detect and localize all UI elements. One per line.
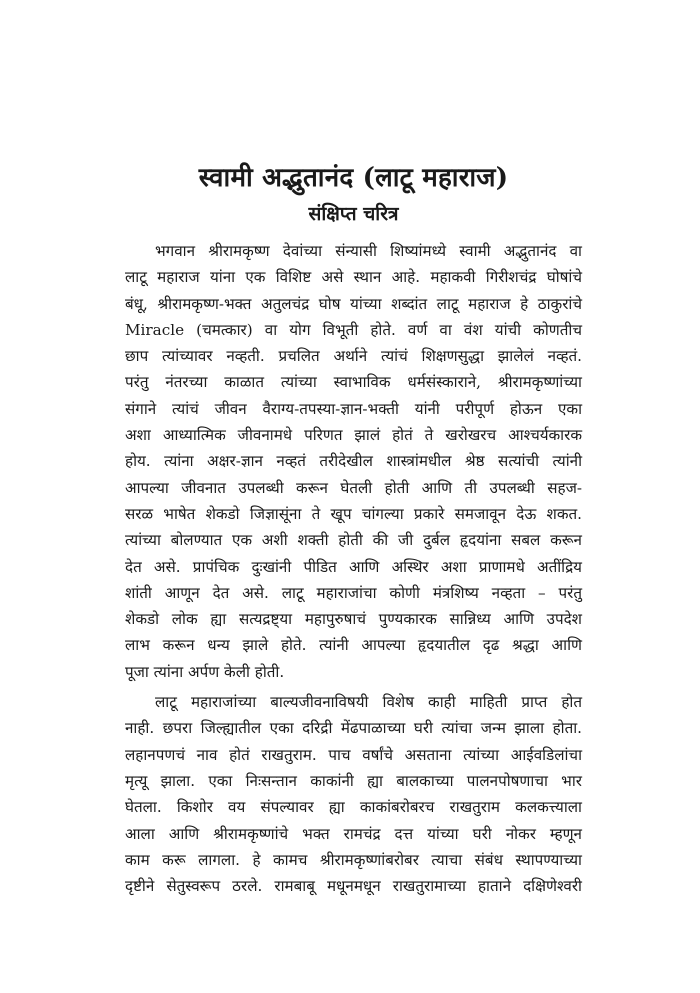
paragraph-line: अशा आध्यात्मिक जीवनामधे परिणत झालं होतं ते खरोखरच आश्चर्यकारक [125, 426, 582, 445]
paragraph-line: भगवान श्रीरामकृष्ण देवांच्या संन्यासी शिष्यांमध्ये स्वामी अद्भुतानंद वा [155, 242, 582, 260]
chapter-title: स्वामी अद्भुतानंद (लाटू महाराज) [198, 163, 509, 193]
body-text [125, 238, 582, 899]
paragraph-line: लहानपणचं नाव होतं राखतुराम. पाच वर्षांचे असताना त्यांच्या आईवडिलांचा [125, 745, 582, 764]
paragraph-line: नाही. छपरा जिल्ह्यातील एका दरिद्री मेंढपाळाच्या घरी त्यांचा जन्म झाला होता. [125, 719, 582, 738]
paragraph-line: देत असे. प्रापंचिक दुःखांनी पीडित आणि अस्थिर अशा प्राणामधे अतींद्रिय [125, 557, 582, 576]
paragraph-line: लाटू महाराज यांना एक विशिष्ट असे स्थान आहे. महाकवी गिरीशचंद्र घोषांचे [125, 268, 582, 287]
paragraph-line: आपल्या जीवनात उपलब्धी करून घेतली होती आणि ती उपलब्धी सहज- [125, 478, 582, 497]
paragraph-line: दृष्टीने सेतुस्वरूप ठरले. रामबाबू मधूनमधून राखतुरामाच्या हाताने दक्षिणेश्वरी [125, 877, 582, 896]
paragraph-line: काम करू लागला. हे कामच श्रीरामकृष्णांबरोबर त्याचा संबंध स्थापण्याच्या [125, 850, 582, 869]
paragraph-line: पूजा त्यांना अर्पण केली होती. [125, 662, 285, 681]
paragraph-line: त्यांच्या बोलण्यात एक अशी शक्ती होती की जी दुर्बल हृदयांना सबल करून [125, 531, 582, 550]
paragraph-1 [125, 238, 582, 685]
paragraph-line: छाप त्यांच्यावर नव्हती. प्रचलित अर्थाने त्यांचं शिक्षणसुद्धा झालेलं नव्हतं. [125, 347, 582, 366]
chapter-subtitle: संक्षिप्त चरित्र [308, 203, 399, 225]
paragraph-line: Miracle (चमत्कार) वा योग विभूती होते. वर्ण वा वंश यांची कोणतीच [125, 320, 582, 339]
paragraph-line: होय. त्यांना अक्षर-ज्ञान नव्हतं तरीदेखील शास्त्रांमधील श्रेष्ठ सत्यांची त्यांनी [125, 452, 582, 471]
paragraph-line: आला आणि श्रीरामकृष्णांचे भक्त रामचंद्र दत्त यांच्या घरी नोकर म्हणून [125, 824, 582, 843]
paragraph-line: घेतला. किशोर वय संपल्यावर ह्या काकांबरोबरच राखतुराम कलकत्त्याला [125, 798, 582, 817]
paragraph-line: शांती आणून देत असे. लाटू महाराजांचा कोणी मंत्रशिष्य नव्हता – परंतु [125, 583, 582, 602]
paragraph-line: बंधू, श्रीरामकृष्ण-भक्त अतुलचंद्र घोष यांच्या शब्दांत लाटू महाराज हे ठाकुरांचे [125, 294, 582, 313]
paragraph-2 [125, 689, 582, 899]
paragraph-line: शेकडो लोक ह्या सत्यद्रष्ट्या महापुरुषाचं पुण्यकारक सान्निध्य आणि उपदेश [125, 610, 582, 629]
paragraph-line: लाभ करून धन्य झाले होते. त्यांनी आपल्या हृदयातील दृढ श्रद्धा आणि [125, 636, 582, 655]
paragraph-line: संगाने त्यांचं जीवन वैराग्य-तपस्या-ज्ञान-भक्ती यांनी परीपूर्ण होऊन एका [125, 399, 582, 418]
paragraph-line: मृत्यू झाला. एका निःसन्तान काकांनी ह्या बालकाच्या पालनपोषणाचा भार [125, 771, 582, 790]
paragraph-line: परंतु नंतरच्या काळात त्यांच्या स्वाभाविक धर्मसंस्काराने, श्रीरामकृष्णांच्या [125, 373, 582, 392]
paragraph-line: लाटू महाराजांच्या बाल्यजीवनाविषयी विशेष काही माहिती प्राप्त होत [155, 693, 582, 712]
paragraph-line: सरळ भाषेत शेकडो जिज्ञासूंना ते खूप चांगल्या प्रकारे समजावून देऊ शकत. [125, 504, 582, 523]
